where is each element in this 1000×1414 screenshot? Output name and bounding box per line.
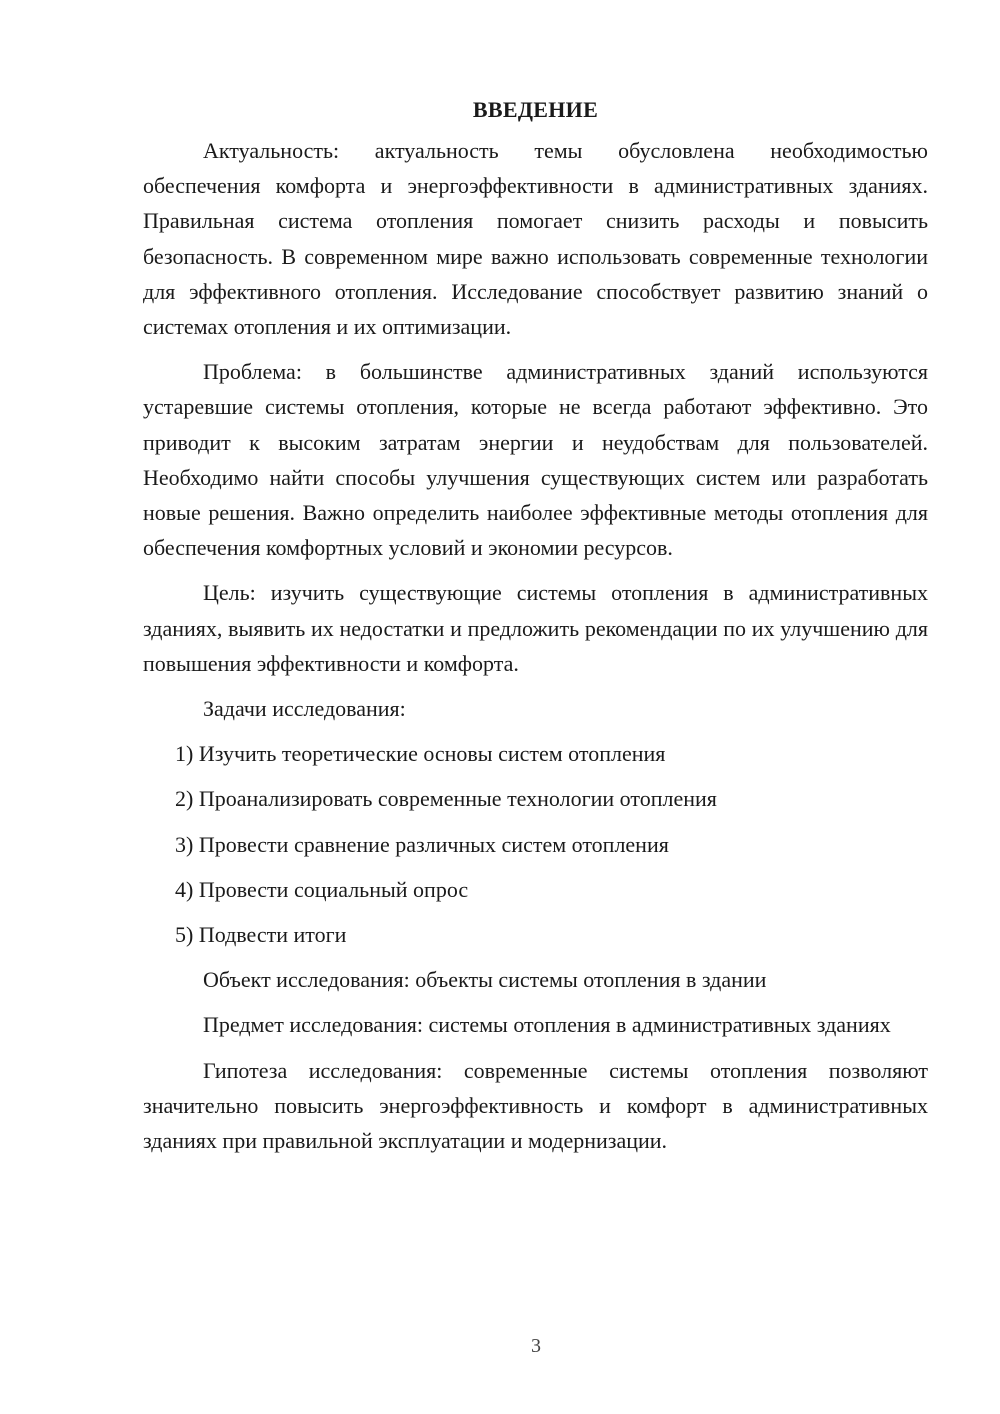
problem-paragraph: Проблема: в большинстве административных зданий используются устаревшие системы отопления, которые не всегда работают эффективно. Это приводит к высоким затратам энергии и неудобствам для пользователей. Необходимо найти способы улучшения существующих систем или разработать новые решения. Важно определить наиболее эффективные методы отопления для обеспечения комфортных условий и экономии ресурсов. bbox=[143, 359, 928, 561]
hypothesis-paragraph: Гипотеза исследования: современные системы отопления позволяют значительно повысить энергоэффективность и комфорт в административных зданиях при правильной эксплуатации и модернизации. bbox=[143, 1057, 928, 1154]
list-item: 2) Проанализировать современные технологии отопления bbox=[175, 786, 717, 812]
tasks-heading: Задачи исследования: bbox=[203, 696, 406, 722]
page-title: ВВЕДЕНИЕ bbox=[472, 97, 599, 122]
list-item: 3) Провести сравнение различных систем отопления bbox=[175, 831, 669, 857]
goal-paragraph: Цель: изучить существующие системы отопления в административных зданиях, выявить их недостатки и предложить рекомендации по их улучшению для повышения эффективности и комфорта. bbox=[143, 580, 928, 676]
list-item: 1) Изучить теоретические основы систем отопления bbox=[175, 741, 666, 767]
document-page bbox=[143, 92, 928, 1168]
relevance-paragraph: Актуальность: актуальность темы обусловлена необходимостью обеспечения комфорта и энергоэффективности в административных зданиях. Правильная система отопления помогает снизить расходы и повысить безопасность. В современном мире важно использовать современные технологии для эффективного отопления. Исследование способствует развитию знаний о системах отопления и их оптимизации. bbox=[143, 138, 928, 340]
list-item: 4) Провести социальный опрос bbox=[175, 876, 469, 902]
list-item: 5) Подвести итоги bbox=[175, 922, 347, 948]
object-paragraph: Объект исследования: объекты системы отопления в здании bbox=[203, 967, 767, 993]
subject-paragraph: Предмет исследования: системы отопления в административных зданиях bbox=[203, 1012, 891, 1038]
tasks-list bbox=[143, 736, 928, 952]
page-number: 3 bbox=[531, 1335, 541, 1357]
